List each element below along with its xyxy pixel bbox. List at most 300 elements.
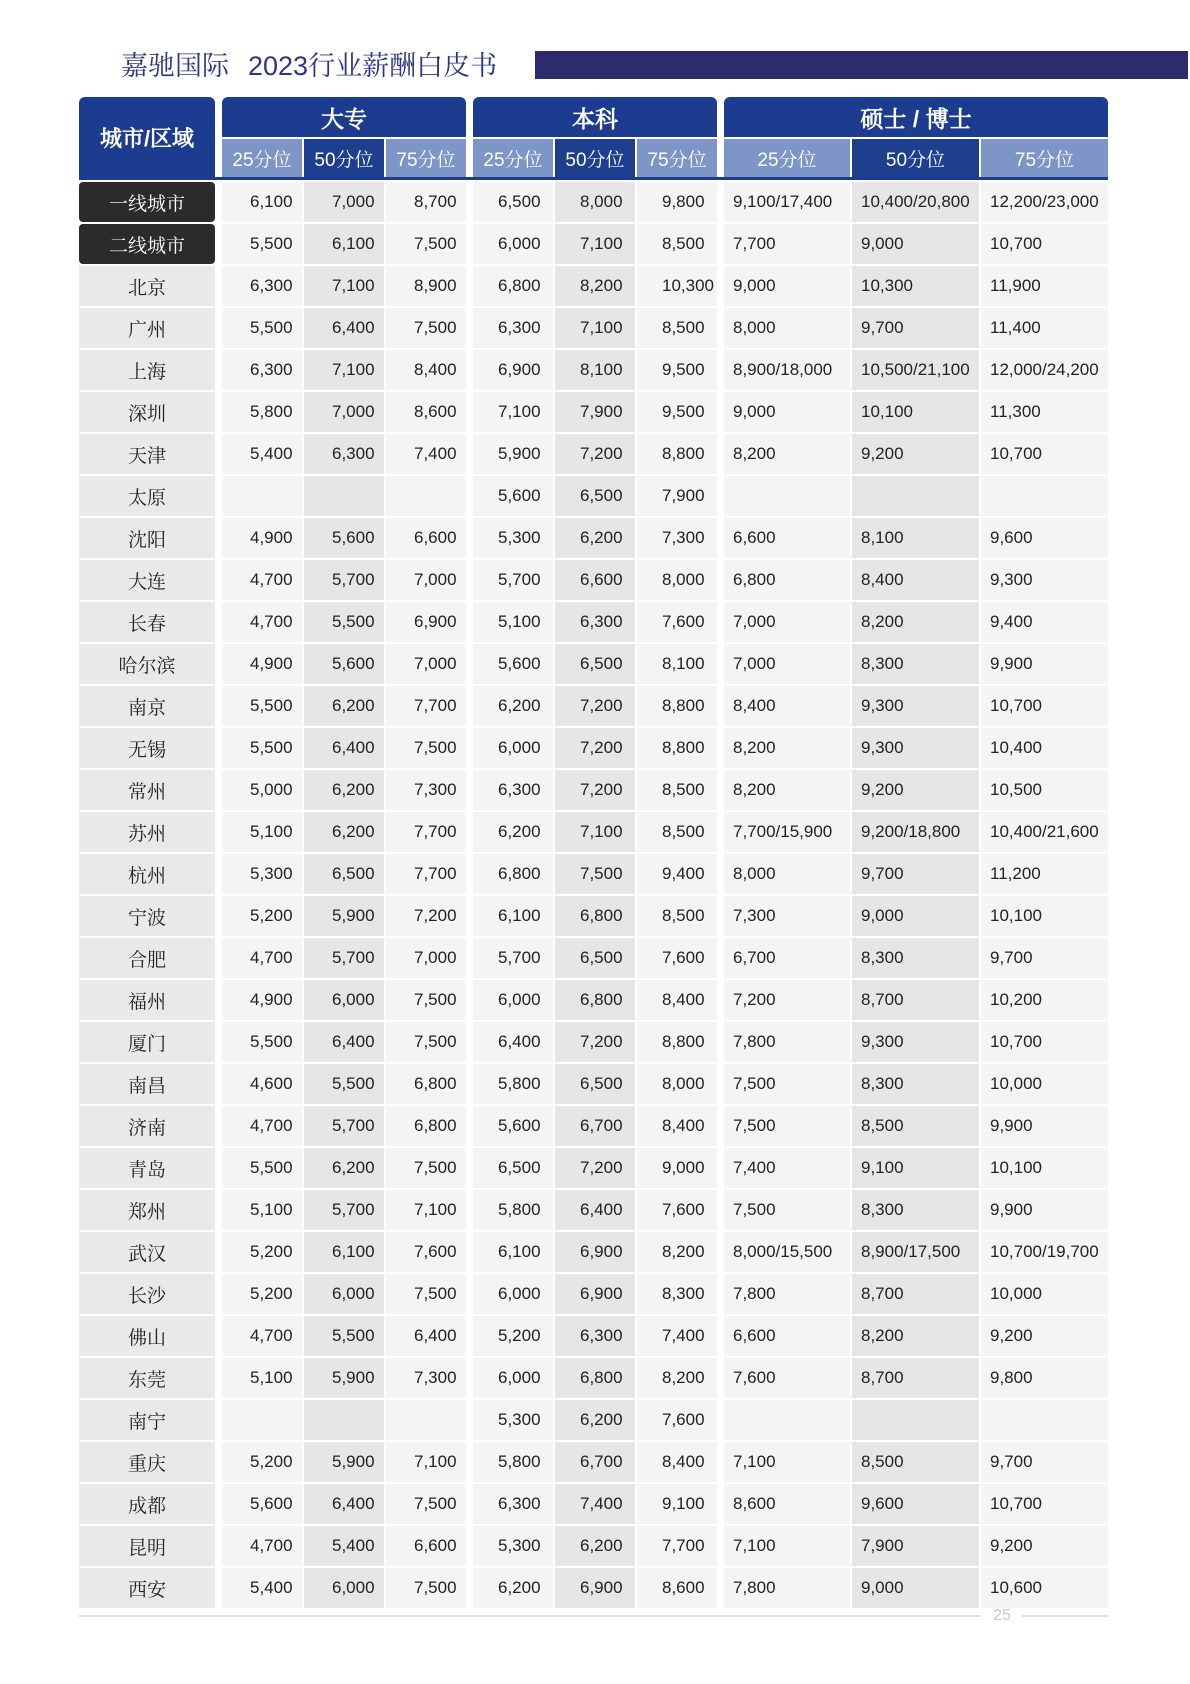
city-name: 重庆 [79, 1442, 215, 1482]
salary-cell: 9,000 [852, 896, 979, 936]
salary-cell: 6,000 [304, 980, 384, 1020]
salary-cell: 5,600 [304, 644, 384, 684]
salary-cell: 8,800 [637, 1022, 717, 1062]
salary-cell: 6,800 [724, 560, 850, 600]
table-row [79, 1400, 1108, 1440]
salary-cell: 6,200 [304, 1148, 384, 1188]
salary-cell: 6,700 [555, 1106, 635, 1146]
city-tier-label: 一线城市 [79, 182, 215, 222]
salary-cell: 6,800 [386, 1064, 466, 1104]
brand-name: 嘉驰国际 [121, 51, 229, 81]
salary-cell [981, 1400, 1108, 1440]
salary-cell: 5,500 [222, 224, 302, 264]
table-row [79, 1274, 1108, 1314]
salary-cell: 9,000 [724, 392, 850, 432]
salary-cell: 8,000 [637, 560, 717, 600]
city-name: 天津 [79, 434, 215, 474]
salary-cell: 10,000 [981, 1064, 1108, 1104]
salary-cell: 9,300 [852, 728, 979, 768]
table-row [79, 1064, 1108, 1104]
city-name: 苏州 [79, 812, 215, 852]
salary-cell: 9,600 [852, 1484, 979, 1524]
salary-cell [724, 1400, 850, 1440]
salary-cell: 9,300 [981, 560, 1108, 600]
table-row [79, 1484, 1108, 1524]
salary-cell: 11,300 [981, 392, 1108, 432]
salary-cell: 10,300 [637, 266, 717, 306]
salary-cell: 4,700 [222, 602, 302, 642]
salary-cell: 8,900/18,000 [724, 350, 850, 390]
salary-cell: 8,100 [555, 350, 635, 390]
salary-cell: 8,200 [637, 1358, 717, 1398]
salary-cell: 7,300 [386, 770, 466, 810]
salary-cell: 7,100 [724, 1442, 850, 1482]
salary-cell: 7,300 [724, 896, 850, 936]
table-row [79, 812, 1108, 852]
salary-cell: 7,500 [386, 1148, 466, 1188]
salary-cell [304, 476, 384, 516]
salary-cell: 10,100 [852, 392, 979, 432]
salary-cell: 8,200 [852, 602, 979, 642]
salary-cell: 6,500 [473, 182, 553, 222]
salary-cell: 7,500 [386, 1274, 466, 1314]
salary-cell [222, 476, 302, 516]
table-row [79, 1316, 1108, 1356]
city-name: 济南 [79, 1106, 215, 1146]
salary-cell: 9,800 [637, 182, 717, 222]
salary-cell: 4,900 [222, 980, 302, 1020]
city-name: 合肥 [79, 938, 215, 978]
salary-cell: 7,100 [304, 266, 384, 306]
salary-cell: 4,900 [222, 644, 302, 684]
city-name: 哈尔滨 [79, 644, 215, 684]
salary-cell: 7,200 [555, 686, 635, 726]
city-name: 太原 [79, 476, 215, 516]
salary-cell: 6,300 [222, 266, 302, 306]
salary-cell: 6,800 [473, 266, 553, 306]
table-row [79, 1106, 1108, 1146]
salary-cell: 6,300 [555, 602, 635, 642]
city-name: 南京 [79, 686, 215, 726]
salary-cell: 10,200 [981, 980, 1108, 1020]
salary-cell: 8,400 [637, 1442, 717, 1482]
salary-cell: 5,600 [473, 644, 553, 684]
salary-cell: 6,700 [724, 938, 850, 978]
salary-cell: 8,000 [555, 182, 635, 222]
salary-cell: 9,500 [637, 392, 717, 432]
salary-cell: 11,200 [981, 854, 1108, 894]
salary-cell: 11,400 [981, 308, 1108, 348]
header-divider [79, 177, 1108, 180]
salary-cell: 6,200 [304, 770, 384, 810]
salary-cell: 7,600 [637, 1400, 717, 1440]
salary-cell: 8,500 [637, 770, 717, 810]
salary-cell: 8,200 [724, 434, 850, 474]
salary-cell: 8,200 [555, 266, 635, 306]
salary-cell: 8,500 [637, 224, 717, 264]
salary-cell: 6,900 [555, 1232, 635, 1272]
salary-cell: 5,200 [222, 1274, 302, 1314]
salary-cell: 7,000 [386, 560, 466, 600]
city-name: 福州 [79, 980, 215, 1020]
salary-cell: 6,300 [304, 434, 384, 474]
salary-cell: 9,900 [981, 644, 1108, 684]
salary-cell: 10,600 [981, 1568, 1108, 1608]
salary-cell: 6,500 [473, 1148, 553, 1188]
salary-cell: 5,900 [304, 1358, 384, 1398]
salary-cell: 8,300 [852, 644, 979, 684]
salary-cell: 7,500 [386, 224, 466, 264]
city-name: 武汉 [79, 1232, 215, 1272]
salary-cell: 6,100 [222, 182, 302, 222]
salary-cell: 5,100 [222, 812, 302, 852]
salary-cell: 8,000 [724, 308, 850, 348]
table-row [79, 518, 1108, 558]
salary-cell: 6,100 [304, 1232, 384, 1272]
salary-cell: 6,600 [386, 518, 466, 558]
salary-cell: 6,400 [304, 728, 384, 768]
salary-cell: 6,400 [304, 308, 384, 348]
salary-cell: 5,500 [304, 1064, 384, 1104]
salary-cell: 5,500 [222, 308, 302, 348]
salary-cell: 8,900 [386, 266, 466, 306]
salary-cell: 7,500 [386, 980, 466, 1020]
salary-cell: 8,100 [637, 644, 717, 684]
salary-cell: 7,700/15,900 [724, 812, 850, 852]
salary-cell: 6,200 [555, 518, 635, 558]
salary-cell: 10,700/19,700 [981, 1232, 1108, 1272]
salary-cell: 5,400 [222, 434, 302, 474]
salary-cell: 6,500 [304, 854, 384, 894]
salary-cell: 8,400 [637, 980, 717, 1020]
salary-cell: 8,800 [637, 728, 717, 768]
group-header-associate: 大专 [222, 97, 466, 137]
salary-cell: 5,600 [473, 476, 553, 516]
salary-cell: 4,700 [222, 938, 302, 978]
city-name: 宁波 [79, 896, 215, 936]
city-name: 南宁 [79, 1400, 215, 1440]
salary-cell: 7,600 [637, 1190, 717, 1230]
salary-cell: 6,900 [386, 602, 466, 642]
salary-cell: 5,800 [473, 1064, 553, 1104]
salary-cell: 7,100 [386, 1442, 466, 1482]
report-title: 2023行业薪酬白皮书 [248, 51, 498, 81]
salary-cell: 7,800 [724, 1022, 850, 1062]
salary-cell: 5,400 [222, 1568, 302, 1608]
city-name: 杭州 [79, 854, 215, 894]
salary-cell: 9,300 [852, 686, 979, 726]
salary-cell: 7,000 [724, 602, 850, 642]
salary-cell: 6,200 [304, 686, 384, 726]
salary-cell: 9,200 [981, 1316, 1108, 1356]
salary-cell: 7,200 [555, 1148, 635, 1188]
salary-cell: 6,200 [473, 686, 553, 726]
salary-cell: 7,700 [637, 1526, 717, 1566]
salary-cell: 7,600 [724, 1358, 850, 1398]
salary-cell: 5,300 [222, 854, 302, 894]
salary-cell: 5,900 [304, 1442, 384, 1482]
city-name: 厦门 [79, 1022, 215, 1062]
table-row [79, 644, 1108, 684]
subheader-50th-percentile: 50分位 [555, 139, 635, 177]
salary-cell [852, 1400, 979, 1440]
salary-cell: 10,400/21,600 [981, 812, 1108, 852]
table-row [79, 1526, 1108, 1566]
salary-cell: 7,100 [473, 392, 553, 432]
salary-cell [981, 476, 1108, 516]
salary-cell: 5,100 [473, 602, 553, 642]
salary-cell: 7,500 [386, 1484, 466, 1524]
salary-cell: 9,400 [981, 602, 1108, 642]
salary-cell: 5,600 [222, 1484, 302, 1524]
salary-cell: 8,500 [852, 1106, 979, 1146]
table-row [79, 770, 1108, 810]
salary-cell: 7,500 [724, 1064, 850, 1104]
salary-cell: 7,200 [555, 434, 635, 474]
salary-cell: 9,600 [981, 518, 1108, 558]
header-accent-bar [535, 51, 1188, 79]
salary-cell: 10,700 [981, 434, 1108, 474]
group-header-master-doctor: 硕士 / 博士 [724, 97, 1108, 137]
salary-cell: 5,800 [473, 1190, 553, 1230]
salary-cell: 8,300 [852, 1190, 979, 1230]
salary-cell: 6,500 [555, 938, 635, 978]
salary-cell: 8,900/17,500 [852, 1232, 979, 1272]
salary-cell: 9,000 [852, 1568, 979, 1608]
salary-cell: 12,000/24,200 [981, 350, 1108, 390]
salary-cell: 7,400 [386, 434, 466, 474]
salary-cell: 6,400 [555, 1190, 635, 1230]
salary-cell: 9,100/17,400 [724, 182, 850, 222]
salary-cell: 9,000 [724, 266, 850, 306]
salary-cell: 9,200/18,800 [852, 812, 979, 852]
salary-cell: 7,900 [852, 1526, 979, 1566]
table-row [79, 1232, 1108, 1272]
salary-cell: 7,000 [304, 182, 384, 222]
salary-cell: 5,100 [222, 1358, 302, 1398]
salary-cell: 4,700 [222, 1526, 302, 1566]
salary-cell: 5,800 [473, 1442, 553, 1482]
salary-cell: 7,100 [724, 1526, 850, 1566]
salary-cell: 7,000 [386, 938, 466, 978]
salary-cell: 8,300 [852, 938, 979, 978]
salary-cell: 8,500 [637, 812, 717, 852]
salary-cell: 10,500/21,100 [852, 350, 979, 390]
salary-cell: 6,400 [386, 1316, 466, 1356]
salary-cell: 12,200/23,000 [981, 182, 1108, 222]
salary-cell: 9,000 [637, 1148, 717, 1188]
salary-cell: 10,400/20,800 [852, 182, 979, 222]
salary-cell: 6,300 [473, 770, 553, 810]
salary-cell: 7,300 [386, 1358, 466, 1398]
salary-cell: 6,500 [555, 476, 635, 516]
salary-cell: 8,000/15,500 [724, 1232, 850, 1272]
salary-cell: 5,600 [304, 518, 384, 558]
salary-cell: 5,300 [473, 1400, 553, 1440]
salary-cell: 7,000 [304, 392, 384, 432]
salary-cell: 7,100 [386, 1190, 466, 1230]
salary-cell: 7,900 [637, 476, 717, 516]
table-row [79, 224, 1108, 264]
salary-cell: 8,800 [637, 686, 717, 726]
salary-cell: 6,800 [555, 980, 635, 1020]
salary-cell: 7,500 [386, 308, 466, 348]
salary-cell: 5,700 [304, 938, 384, 978]
city-name: 深圳 [79, 392, 215, 432]
table-row [79, 728, 1108, 768]
salary-cell: 6,800 [555, 1358, 635, 1398]
table-row [79, 476, 1108, 516]
salary-cell: 8,700 [386, 182, 466, 222]
page-header-title [121, 48, 497, 84]
salary-cell: 10,100 [981, 896, 1108, 936]
salary-cell: 9,700 [852, 854, 979, 894]
salary-cell: 6,100 [473, 896, 553, 936]
salary-cell: 6,400 [473, 1022, 553, 1062]
salary-cell: 8,300 [852, 1064, 979, 1104]
salary-cell: 8,200 [852, 1316, 979, 1356]
salary-cell: 7,200 [724, 980, 850, 1020]
salary-cell: 5,500 [222, 1022, 302, 1062]
salary-cell: 6,100 [473, 1232, 553, 1272]
salary-cell: 6,600 [724, 1316, 850, 1356]
salary-cell: 7,200 [555, 770, 635, 810]
table-row [79, 182, 1108, 222]
salary-cell: 8,300 [637, 1274, 717, 1314]
salary-cell: 5,200 [222, 1232, 302, 1272]
salary-cell: 8,600 [637, 1568, 717, 1608]
table-body [79, 182, 1108, 1608]
salary-cell [852, 476, 979, 516]
city-name: 北京 [79, 266, 215, 306]
table-row [79, 1148, 1108, 1188]
salary-cell: 6,000 [473, 224, 553, 264]
subheader-25th-percentile: 25分位 [724, 139, 850, 177]
salary-cell: 7,300 [637, 518, 717, 558]
salary-cell: 7,900 [555, 392, 635, 432]
salary-cell: 8,200 [637, 1232, 717, 1272]
salary-cell: 7,800 [724, 1274, 850, 1314]
salary-cell: 9,400 [637, 854, 717, 894]
city-name: 长春 [79, 602, 215, 642]
salary-cell: 8,200 [724, 770, 850, 810]
page-number: 25 [993, 1607, 1011, 1624]
salary-cell: 5,100 [222, 1190, 302, 1230]
salary-cell: 9,200 [852, 434, 979, 474]
salary-cell: 8,500 [637, 896, 717, 936]
subheader-50th-percentile: 50分位 [304, 139, 384, 177]
salary-cell: 6,200 [473, 812, 553, 852]
salary-cell: 8,700 [852, 1274, 979, 1314]
salary-cell: 7,100 [555, 308, 635, 348]
salary-cell: 5,900 [473, 434, 553, 474]
salary-cell: 5,200 [222, 896, 302, 936]
salary-cell: 7,100 [555, 224, 635, 264]
table-row [79, 938, 1108, 978]
salary-cell: 7,400 [724, 1148, 850, 1188]
city-name: 南昌 [79, 1064, 215, 1104]
salary-cell: 6,200 [555, 1400, 635, 1440]
salary-cell: 9,200 [852, 770, 979, 810]
salary-cell: 8,000 [724, 854, 850, 894]
salary-cell: 7,100 [304, 350, 384, 390]
salary-cell: 8,600 [724, 1484, 850, 1524]
city-name: 无锡 [79, 728, 215, 768]
salary-cell: 7,200 [555, 1022, 635, 1062]
city-name: 长沙 [79, 1274, 215, 1314]
salary-cell: 6,900 [555, 1274, 635, 1314]
salary-cell: 6,800 [386, 1106, 466, 1146]
salary-cell: 6,000 [304, 1274, 384, 1314]
salary-cell: 9,700 [981, 1442, 1108, 1482]
city-name: 大连 [79, 560, 215, 600]
salary-cell: 6,300 [222, 350, 302, 390]
salary-cell: 6,500 [555, 1064, 635, 1104]
table-row [79, 350, 1108, 390]
city-name: 东莞 [79, 1358, 215, 1398]
salary-cell: 9,100 [637, 1484, 717, 1524]
salary-cell: 7,100 [555, 812, 635, 852]
city-name: 佛山 [79, 1316, 215, 1356]
salary-cell [304, 1400, 384, 1440]
salary-cell: 8,600 [386, 392, 466, 432]
salary-cell: 9,100 [852, 1148, 979, 1188]
city-name: 广州 [79, 308, 215, 348]
table-header [79, 97, 1108, 177]
city-name: 昆明 [79, 1526, 215, 1566]
salary-cell: 6,600 [555, 560, 635, 600]
salary-cell: 9,200 [981, 1526, 1108, 1566]
salary-cell: 6,900 [555, 1568, 635, 1608]
salary-cell: 11,900 [981, 266, 1108, 306]
table-row [79, 602, 1108, 642]
salary-cell: 4,900 [222, 518, 302, 558]
subheader-25th-percentile: 25分位 [222, 139, 302, 177]
table-row [79, 434, 1108, 474]
city-name: 青岛 [79, 1148, 215, 1188]
subheader-50th-percentile: 50分位 [852, 139, 979, 177]
salary-cell: 5,200 [222, 1442, 302, 1482]
salary-cell: 8,700 [852, 1358, 979, 1398]
table-row [79, 980, 1108, 1020]
city-name: 西安 [79, 1568, 215, 1608]
salary-cell: 9,700 [852, 308, 979, 348]
salary-cell: 8,400 [637, 1106, 717, 1146]
table-row [79, 896, 1108, 936]
salary-cell: 6,100 [304, 224, 384, 264]
table-row [79, 392, 1108, 432]
salary-cell: 6,000 [473, 1274, 553, 1314]
city-name: 成都 [79, 1484, 215, 1524]
salary-cell: 7,200 [386, 896, 466, 936]
salary-cell [724, 476, 850, 516]
salary-cell: 6,000 [473, 980, 553, 1020]
salary-cell: 9,700 [981, 938, 1108, 978]
salary-cell: 6,600 [386, 1526, 466, 1566]
salary-cell: 8,700 [852, 980, 979, 1020]
salary-cell: 7,600 [637, 602, 717, 642]
salary-cell: 7,500 [386, 728, 466, 768]
salary-cell: 10,300 [852, 266, 979, 306]
salary-cell: 8,500 [852, 1442, 979, 1482]
city-name: 上海 [79, 350, 215, 390]
table-row [79, 1568, 1108, 1608]
salary-cell: 5,500 [304, 602, 384, 642]
salary-cell: 7,400 [637, 1316, 717, 1356]
salary-cell: 4,700 [222, 1106, 302, 1146]
salary-cell: 6,200 [304, 812, 384, 852]
salary-cell: 5,700 [473, 560, 553, 600]
